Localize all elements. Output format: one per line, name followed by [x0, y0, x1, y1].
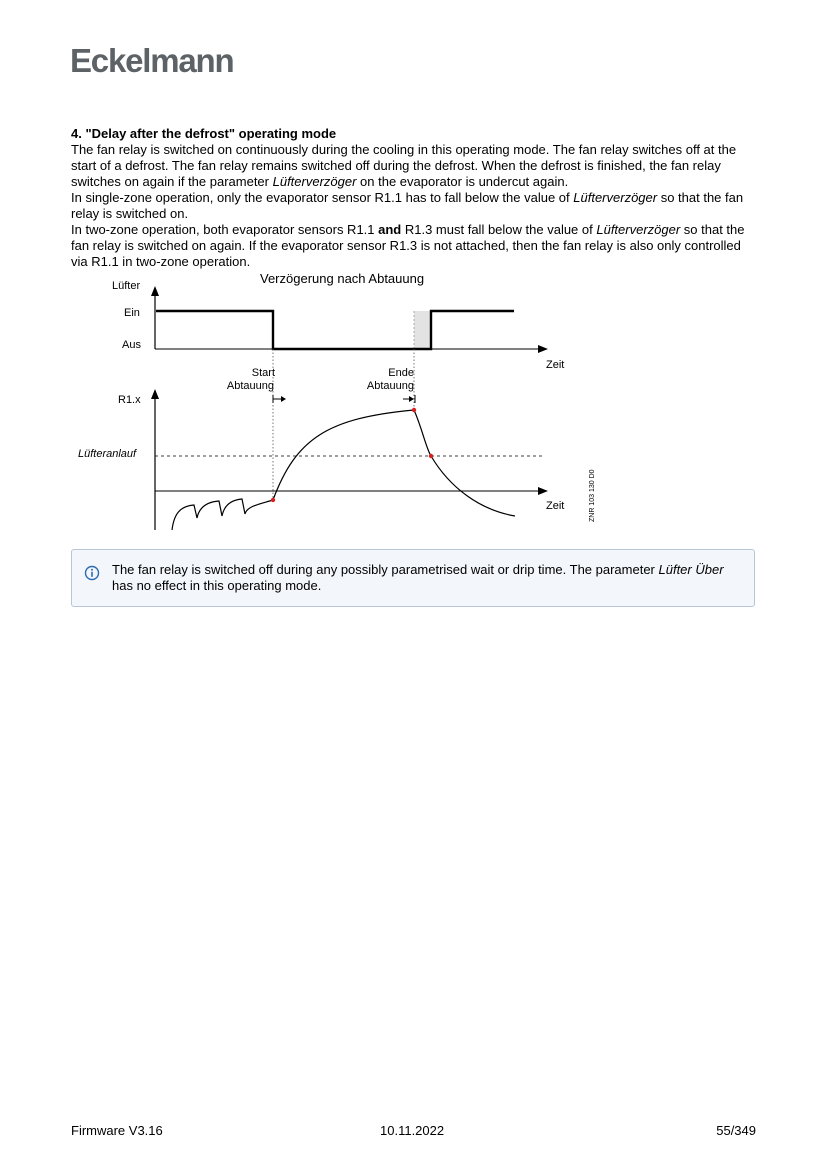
info-note: [71, 549, 755, 607]
end-defrost-label: Abtauung: [366, 380, 414, 392]
level-off-label: Aus: [122, 339, 141, 351]
footer-date: 10.11.2022: [380, 1123, 445, 1138]
time-label-bottom: Zeit: [546, 500, 565, 512]
footer-version: Firmware V3.16: [71, 1123, 163, 1138]
paragraph-text: on the evaporator is undercut again.: [356, 174, 569, 189]
temperature-x-axis-arrow: [538, 487, 548, 495]
temperature-axis-label: R1.x: [118, 394, 141, 406]
temperature-y-axis-arrow: [151, 389, 159, 399]
section-heading: 4. "Delay after the defrost" operating mode: [71, 126, 337, 141]
end-defrost-point: [412, 408, 416, 412]
end-defrost-arrow: [403, 395, 415, 403]
emphasis-and: and: [378, 222, 402, 237]
delay-shade: [414, 311, 431, 349]
cooling-cycles-curve: [172, 499, 273, 530]
level-on-label: Ein: [124, 307, 140, 319]
paragraph-single-zone: [71, 190, 757, 222]
paragraph-text: so that the fan relay is switched on.: [71, 190, 744, 221]
operating-mode-section: [71, 126, 757, 270]
parameter-name: Lüfter Über: [658, 562, 724, 577]
start-defrost-point: [271, 498, 275, 502]
footer-page-number: 55/349: [716, 1123, 756, 1138]
end-defrost-label: Ende: [388, 367, 414, 379]
fan-delay-diagram: [70, 268, 610, 534]
cooldown-curve: [414, 410, 515, 516]
fan-y-axis-arrow: [151, 286, 159, 296]
paragraph-text: R1.3 must fall below the value of: [401, 222, 597, 237]
paragraph-text: so that the fan relay is switched on again. If the evaporator sensor R1.3 is not attached, then the fan relay is also only controlled via R1.1 in two-zone operation.: [71, 222, 745, 269]
parameter-name: Lüfterverzöger: [596, 222, 681, 237]
paragraph-two-zone: [71, 222, 757, 270]
defrost-rise-curve: [273, 410, 414, 500]
fan-axis-label: Lüfter: [112, 280, 141, 292]
parameter-name: Lüfterverzöger: [272, 174, 357, 189]
paragraph-fan-relay-behaviour: [71, 142, 757, 190]
paragraph-text: The fan relay is switched on continuously during the cooling in this operating mode. The fan relay switches off at the start of a defrost. The fan relay remains switched off during the defrost. When the defrost is finished, the fan relay switches on again if the parameter: [71, 142, 737, 189]
start-defrost-label: Start: [251, 367, 275, 379]
fan-relay-signal: [156, 311, 514, 349]
time-label-top: Zeit: [546, 359, 565, 371]
note-text: has no effect in this operating mode.: [112, 578, 322, 593]
note-text: The fan relay is switched off during any possibly parametrised wait or drip time. The parameter: [112, 562, 659, 577]
diagram-title: Verzögerung nach Abtauung: [260, 271, 425, 286]
threshold-label: Lüfteranlauf: [78, 448, 137, 460]
parameter-name: Lüfterverzöger: [573, 190, 658, 205]
info-note-text: [112, 562, 742, 594]
brand-logo: Eckelmann: [70, 42, 234, 79]
start-defrost-label: Abtauung: [226, 380, 274, 392]
start-defrost-arrow: [273, 395, 286, 403]
figure-id: ZNR 103 130 D0: [589, 469, 596, 522]
fan-x-axis-arrow: [538, 345, 548, 353]
info-icon: [84, 565, 100, 581]
paragraph-text: In single-zone operation, only the evaporator sensor R1.1 has to fall below the value of: [71, 190, 574, 205]
paragraph-text: In two-zone operation, both evaporator sensors R1.1: [71, 222, 379, 237]
fan-restart-point: [429, 454, 433, 458]
